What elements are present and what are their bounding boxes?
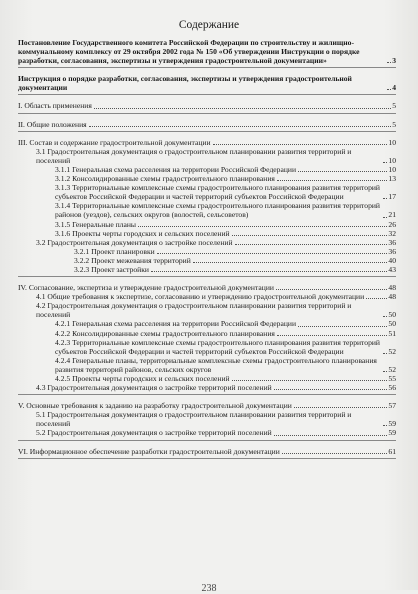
page-number: 238 (201, 583, 217, 594)
toc-entry-page: 26 (388, 219, 396, 229)
divider (18, 276, 396, 277)
toc-entry (18, 147, 396, 165)
toc-entry (18, 374, 396, 383)
toc-entry-page: 10 (388, 137, 396, 147)
toc-entry-page: 17 (388, 192, 396, 202)
toc-entry-page: 50 (388, 319, 396, 329)
toc-entry (18, 120, 396, 129)
toc-entry (18, 238, 396, 247)
toc-entry-page: 50 (388, 310, 396, 320)
toc-entry-text: V. Основные требования к заданию на разработку градостроительной документации (18, 401, 292, 411)
table-of-contents (18, 38, 396, 461)
toc-entry (18, 447, 396, 456)
toc-entry-decree (18, 38, 396, 65)
toc-entry (18, 220, 396, 229)
toc-entry (18, 174, 396, 183)
toc-entry-page: 32 (388, 228, 396, 238)
toc-entry-text: III. Состав и содержание градостроительной документации (18, 137, 211, 147)
toc-entry-text: 3.2.1 Проект планировки (74, 246, 155, 256)
toc-entry-text: 4.2.1 Генеральная схема расселения на территории Российской Федерации (55, 319, 297, 329)
toc-entry-page: 59 (388, 428, 396, 438)
toc-entry-text: Инструкция о порядке разработки, согласования, экспертизы и утверждения градостроительной документации (18, 74, 352, 93)
toc-entry-page: 52 (388, 364, 396, 374)
toc-entry-page: 48 (388, 283, 396, 293)
toc-entry-page: 10 (388, 164, 396, 174)
toc-entry-text: 3.1.5 Генеральные планы (55, 219, 137, 229)
toc-entry (18, 201, 396, 219)
toc-entry-text: 3.2.2 Проект межевания территорий (74, 255, 191, 265)
toc-entry-page: 21 (388, 210, 396, 220)
toc-entry (18, 319, 396, 328)
divider (18, 113, 396, 114)
divider (18, 94, 396, 95)
toc-entry-text: 4.3 Градостроительная документация о застройке территорий поселений (36, 383, 272, 393)
toc-entry-page: 40 (388, 255, 396, 265)
toc-entry (18, 256, 396, 265)
toc-entry-instruction (18, 74, 396, 92)
toc-entry-page: 59 (388, 419, 396, 429)
toc-entry-text: 4.2.2 Консолидированные схемы градостроительного планирования (55, 328, 275, 338)
toc-entry-text: 3.1.6 Проекты черты городских и сельских поселений (55, 228, 230, 238)
toc-entry-text: 3.1.4 Территориальные комплексные схемы градостроительного планирования развития территорий районов (уездов), сельских округов (волостей, сельсоветов) (55, 201, 380, 220)
toc-entry-text: 3.1.1 Генеральная схема расселения на территории Российской Федерации (55, 164, 297, 174)
toc-entry-text: 4.1 Общие требования к экспертизе, согласованию и утверждению градостроительной документации (36, 292, 365, 302)
toc-entry-text: I. Область применения (18, 101, 92, 111)
toc-entry (18, 247, 396, 256)
toc-entry-page: 5 (392, 101, 396, 111)
toc-entry (18, 183, 396, 201)
divider (18, 67, 396, 68)
divider (18, 440, 396, 441)
divider (18, 131, 396, 132)
toc-entry (18, 165, 396, 174)
toc-entry-text: Постановление Государственного комитета Российской Федерации по строительству и жилищно-коммунальному комплексу от 29 октября 2002 года № 150 «Об утверждении Инструкции о порядке разработки, согласования, экспертизы и утверждения градостроительной документации» (18, 38, 360, 66)
toc-entry-text: 3.1 Градостроительная документация о градостроительном планировании развития территорий и поселений (36, 146, 352, 165)
toc-entry (18, 229, 396, 238)
toc-entry (18, 383, 396, 392)
toc-entry (18, 283, 396, 292)
toc-entry-page: 4 (392, 83, 396, 93)
toc-entry (18, 428, 396, 437)
toc-entry-page: 36 (388, 237, 396, 247)
toc-entry (18, 410, 396, 428)
toc-entry-page: 52 (388, 346, 396, 356)
toc-entry (18, 301, 396, 319)
divider (18, 394, 396, 395)
toc-entry-text: VI. Информационное обеспечение разработки градостроительной документации (18, 446, 280, 456)
toc-entry-text: 5.1 Градостроительная документация о градостроительном планировании развития территорий и поселений (36, 410, 352, 429)
toc-entry-text: 4.2.4 Генеральные планы, территориальные комплексные схемы градостроительного планирования развития территорий районов, сельских округов (55, 355, 377, 374)
toc-entry-text: II. Общие положения (18, 119, 87, 129)
toc-entry-page: 61 (388, 446, 396, 456)
toc-entry (18, 265, 396, 274)
toc-entry (18, 292, 396, 301)
toc-entry (18, 329, 396, 338)
toc-entry-page: 55 (388, 374, 396, 383)
toc-entry-page: 10 (388, 155, 396, 165)
toc-entry-text: 3.1.2 Консолидированные схемы градостроительного планирования (55, 174, 275, 184)
toc-entry-page: 13 (388, 174, 396, 184)
toc-entry-text: 4.2.3 Территориальные комплексные схемы градостроительного планирования развития территорий субъектов Российской Федерации и частей территорий субъектов Российской Федерации (55, 337, 380, 356)
toc-entry-text: 3.2 Градостроительная документация о застройке поселений (36, 237, 233, 247)
toc-entry-page: 43 (388, 264, 396, 274)
toc-entry (18, 356, 396, 374)
toc-entry-page: 5 (392, 119, 396, 129)
toc-entry-page: 3 (392, 56, 396, 66)
toc-entry (18, 401, 396, 410)
toc-entry-page: 56 (388, 383, 396, 393)
toc-entry-page: 51 (388, 328, 396, 338)
toc-entry-text: 5.2 Градостроительная документация о застройке территорий поселений (36, 428, 272, 438)
toc-entry-text: 3.1.3 Территориальные комплексные схемы градостроительного планирования развития территорий субъектов Российской Федерации и частей территорий субъектов Российской Федерации (55, 183, 380, 202)
page-heading: Содержание (178, 19, 240, 31)
toc-entry (18, 101, 396, 110)
toc-entry-page: 57 (388, 401, 396, 411)
toc-entry-text: 4.2.5 Проекты черты городских и сельских поселений (55, 374, 230, 383)
toc-entry (18, 138, 396, 147)
toc-entry-page: 48 (388, 292, 396, 302)
toc-entry-text: 3.2.3 Проект застройки (74, 264, 149, 274)
divider (18, 458, 396, 459)
toc-entry-text: 4.2 Градостроительная документация о градостроительном планировании развития территорий и поселений (36, 301, 352, 320)
toc-entry (18, 338, 396, 356)
toc-entry-page: 36 (388, 246, 396, 256)
toc-entry-text: IV. Согласование, экспертиза и утверждение градостроительной документации (18, 283, 274, 293)
